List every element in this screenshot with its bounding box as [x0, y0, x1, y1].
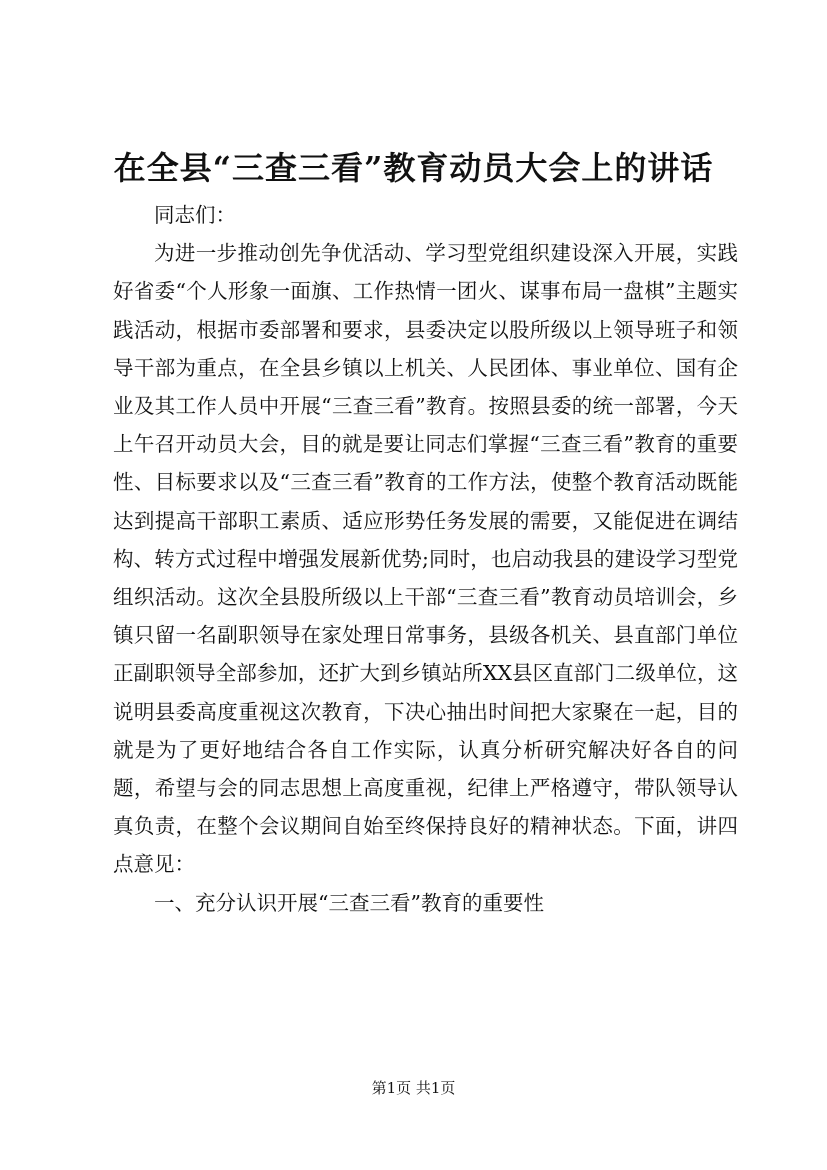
document-body	[113, 196, 738, 922]
body-paragraph: 为进一步推动创先争优活动、学习型党组织建设深入开展，实践好省委“个人形象一面旗、工作热情一团火、谋事布局一盘棋”主题实践活动，根据市委部署和要求，县委决定以股所级以上领导班子和领导干部为重点，在全县乡镇以上机关、人民团体、事业单位、国有企业及其工作人员中开展“三查三看”教育。按照县委的统一部署，今天上午召开动员大会，目的就是要让同志们掌握“三查三看”教育的重要性、目标要求以及“三查三看”教育的工作方法，使整个教育活动既能达到提高干部职工素质、适应形势任务发展的需要，又能促进在调结构、转方式过程中增强发展新优势;同时，也启动我县的建设学习型党组织活动。这次全县股所级以上干部“三查三看”教育动员培训会，乡镇只留一名副职领导在家处理日常事务，县级各机关、县直部门单位正副职领导全部参加，还扩大到乡镇站所XX县区直部门二级单位，这说明县委高度重视这次教育，下决心抽出时间把大家聚在一起，目的就是为了更好地结合各自工作实际，认真分析研究解决好各自的问题，希望与会的同志思想上高度重视，纪律上严格遵守，带队领导认真负责，在整个会议期间自始至终保持良好的精神状态。下面，讲四点意见：	[113, 241, 738, 877]
page-title: 在全县“三查三看”教育动员大会上的讲话	[113, 149, 714, 187]
section-heading: 一、充分认识开展“三查三看”教育的重要性	[154, 890, 544, 915]
page-footer: 第1页 共1页	[371, 1079, 456, 1097]
salutation: 同志们：	[154, 203, 236, 227]
